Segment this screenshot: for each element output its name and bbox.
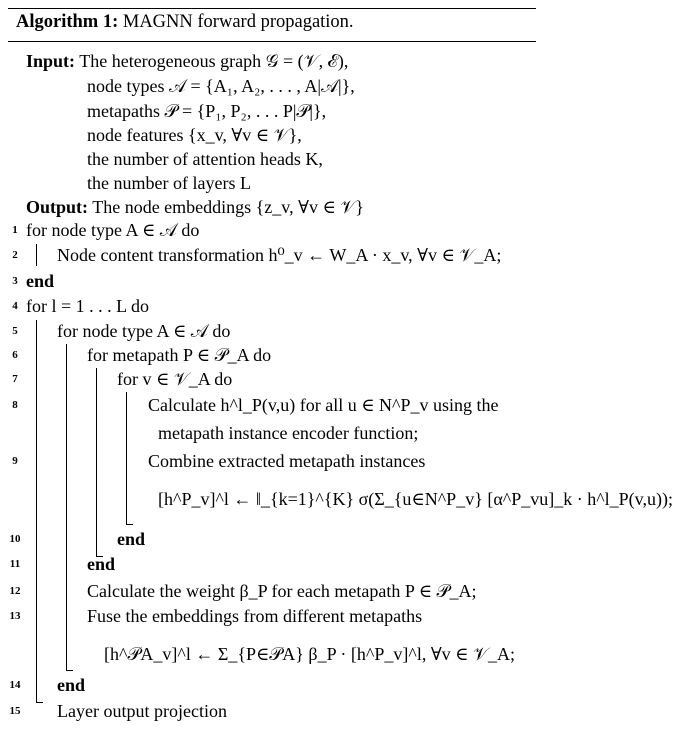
line-number: 14 <box>9 679 21 691</box>
input-line-2: node types 𝒜 = {A₁, A₂, . . . , A|𝒜|}, <box>87 76 355 96</box>
step-6: for metapath P ∈ 𝒫_A do <box>87 345 272 365</box>
block-bar <box>66 344 67 670</box>
step-7: for v ∈ 𝒱_A do <box>117 369 233 389</box>
step-15: Layer output projection <box>57 701 227 721</box>
line-number: 6 <box>12 349 18 361</box>
line-number: 10 <box>9 533 21 545</box>
line-number: 2 <box>12 249 18 261</box>
title-rule <box>8 41 536 42</box>
line-number: 7 <box>12 373 18 385</box>
block-tick <box>126 524 133 525</box>
block-bar <box>96 368 97 556</box>
step-4: for l = 1 . . . L do <box>26 296 149 316</box>
output-text: The node embeddings {z_v, ∀v ∈ 𝒱} <box>92 197 364 217</box>
line-number: 12 <box>9 585 21 597</box>
line-number: 4 <box>12 300 18 312</box>
step-8: Calculate h^l_P(v,u) for all u ∈ N^P_v using the <box>148 395 499 415</box>
input-line-4: node features {x_v, ∀v ∈ 𝒱}, <box>87 125 302 145</box>
block-tick <box>36 702 43 703</box>
top-rule <box>8 8 536 9</box>
block-bar <box>36 320 37 702</box>
step-5: for node type A ∈ 𝒜 do <box>57 321 231 341</box>
step-13-equation: [h^𝒫A_v]^l ← Σ_{P∈𝒫A} β_P · [h^P_v]^l, ∀v ∈ 𝒱_A; <box>104 644 515 664</box>
step-2: Node content transformation h⁰_v ← W_A · x_v, ∀v ∈ 𝒱_A; <box>57 245 502 265</box>
input-line-1 <box>26 50 348 72</box>
step-10: end <box>117 529 146 549</box>
input-keyword: Input: <box>26 51 76 71</box>
input-line-3: metapaths 𝒫 = {P₁, P₂, . . . P|𝒫|}, <box>87 101 327 121</box>
input-line-5: the number of attention heads K, <box>87 149 323 169</box>
block-bar <box>36 244 37 266</box>
line-number: 8 <box>12 399 18 411</box>
line-number: 3 <box>12 275 18 287</box>
step-12: Calculate the weight β_P for each metapath P ∈ 𝒫_A; <box>87 581 477 601</box>
line-number: 9 <box>12 455 18 467</box>
step-1: for node type A ∈ 𝒜 do <box>26 220 200 240</box>
block-tick <box>66 670 73 671</box>
algorithm-name: MAGNN forward propagation. <box>122 12 354 32</box>
step-13: Fuse the embeddings from different metapaths <box>87 606 423 626</box>
input-line-6: the number of layers L <box>87 173 251 193</box>
algorithm-title <box>16 12 354 33</box>
block-bar <box>126 392 127 524</box>
step-3: end <box>26 271 55 291</box>
output-keyword: Output: <box>26 197 89 217</box>
step-8-continued: metapath instance encoder function; <box>158 423 419 443</box>
output-line <box>26 196 364 218</box>
line-number: 5 <box>12 325 18 337</box>
line-number: 11 <box>9 558 21 570</box>
step-9-equation: [h^P_v]^l ← ‖_{k=1}^{K} σ(Σ_{u∈N^P_v} [α^P_vu]_k · h^l_P(v,u)); <box>158 489 673 509</box>
line-number: 13 <box>9 610 21 622</box>
algorithm-label: Algorithm 1: <box>16 12 119 32</box>
line-number: 1 <box>12 224 18 236</box>
step-14: end <box>57 675 86 695</box>
line-number: 15 <box>9 705 21 717</box>
step-9: Combine extracted metapath instances <box>148 451 426 471</box>
input-text-1: The heterogeneous graph 𝒢 = (𝒱, ℰ), <box>79 51 349 71</box>
step-11: end <box>87 554 116 574</box>
